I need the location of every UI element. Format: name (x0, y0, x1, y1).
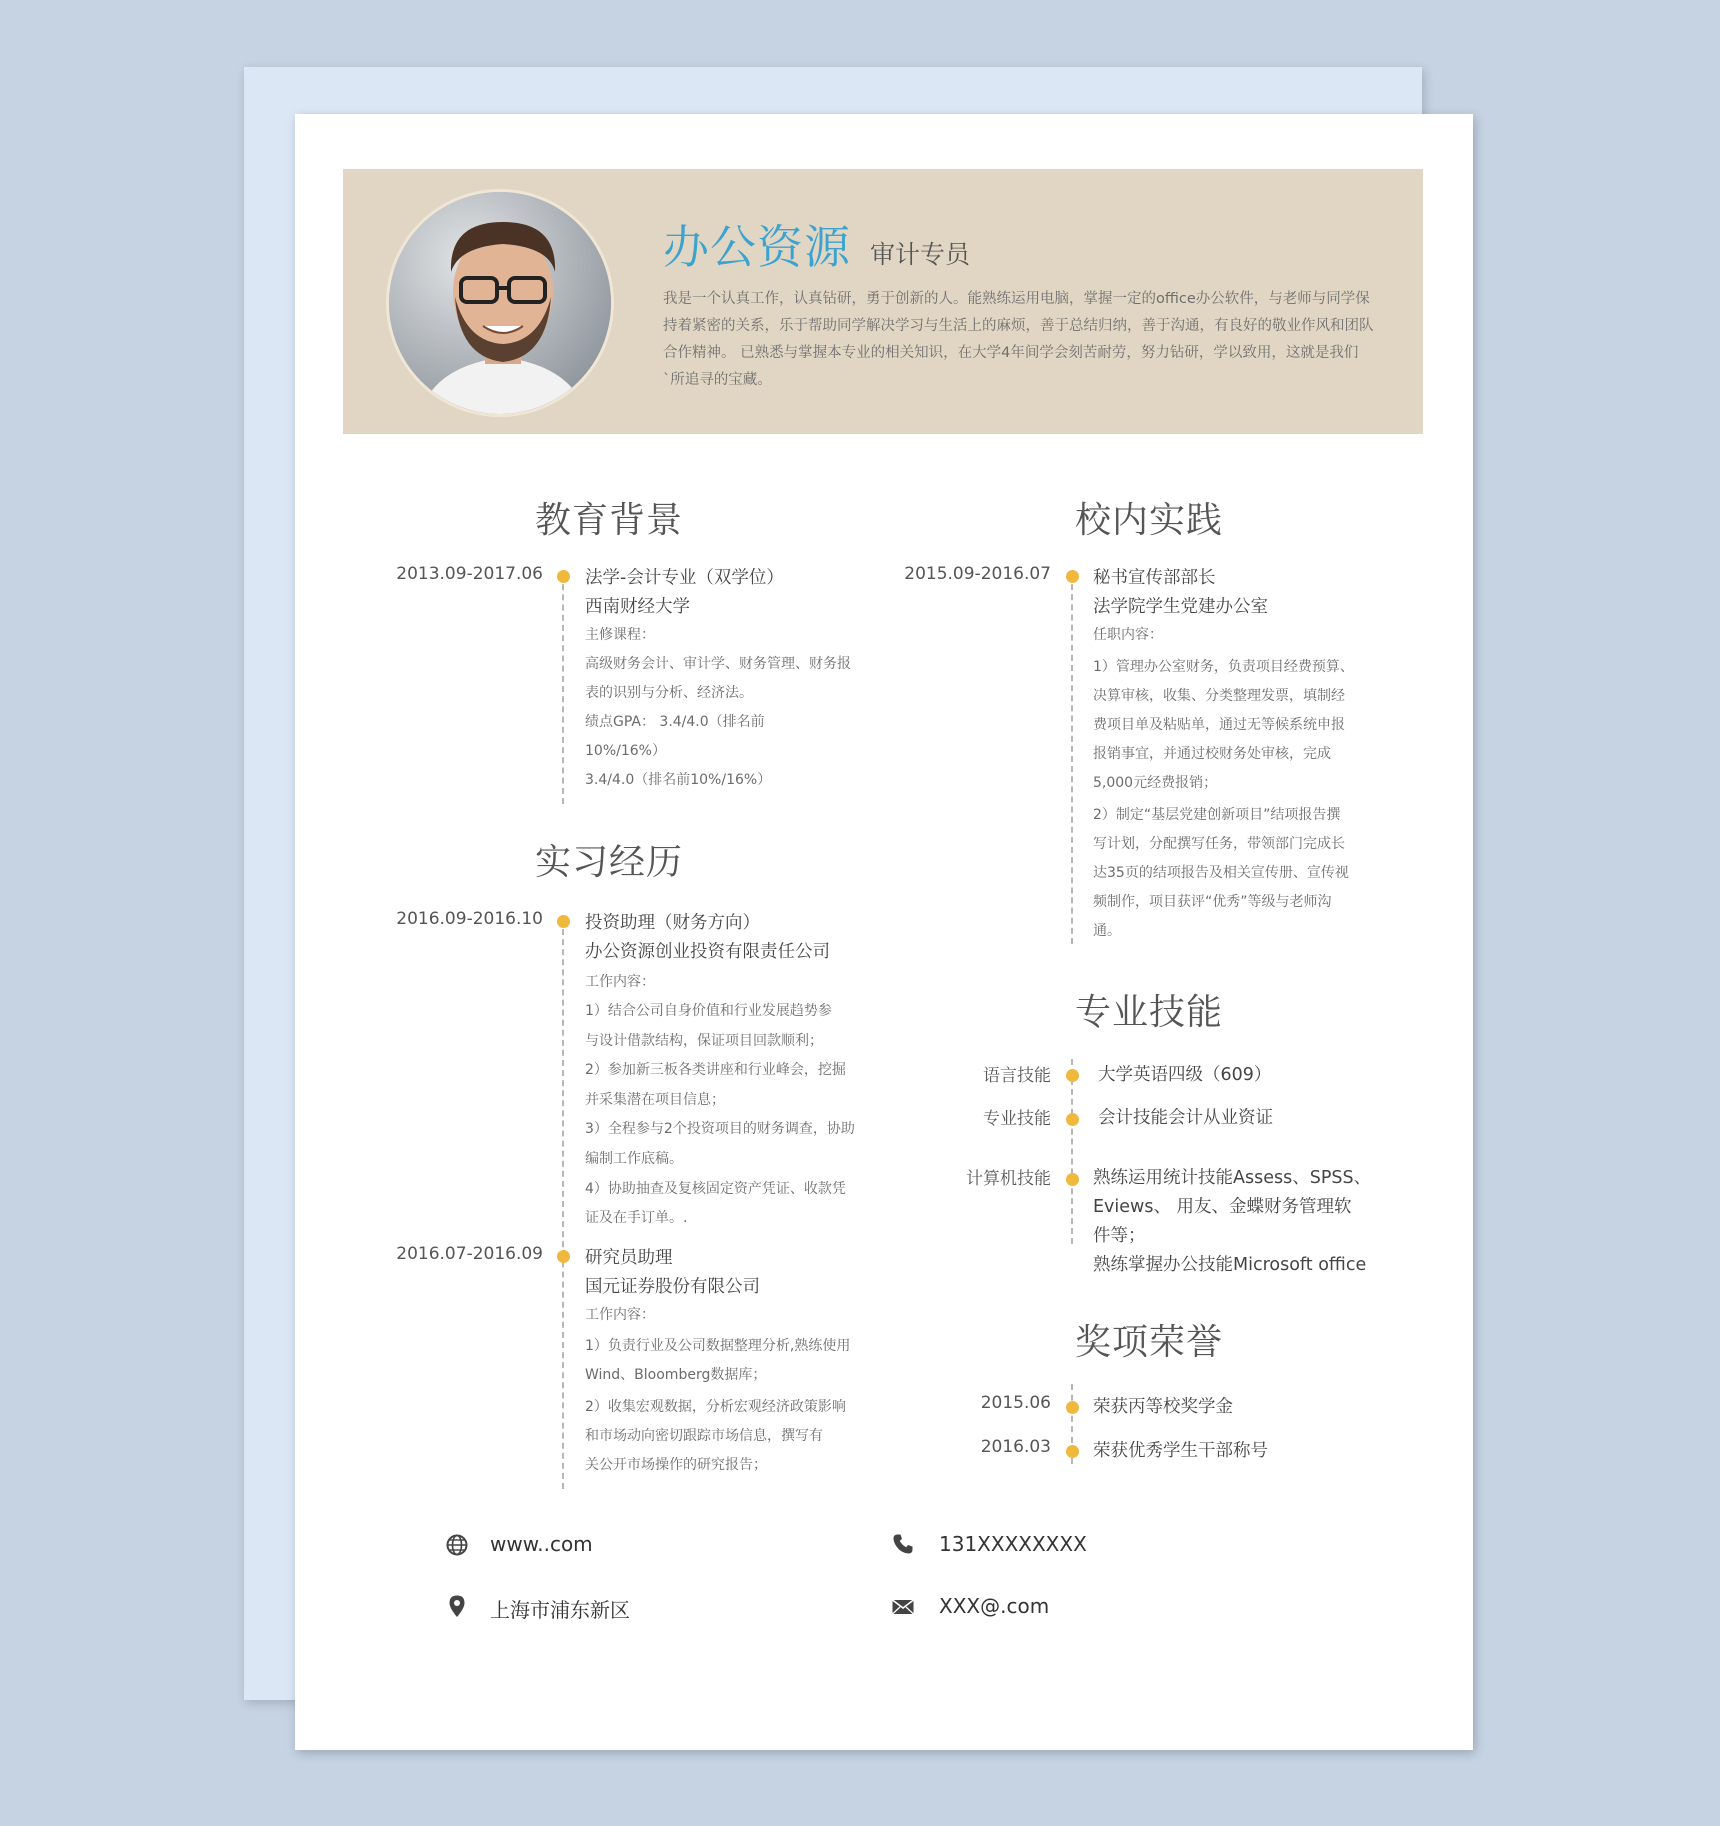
internship-line: 2）收集宏观数据，分析宏观经济政策影响 (585, 1399, 846, 1415)
internship-line: 并采集潜在项目信息； (585, 1092, 725, 1108)
campus-line: 决算审核，收集、分类整理发票，填制经 (1093, 688, 1345, 704)
campus-line: 通。 (1093, 923, 1121, 939)
education-line: 3.4/4.0（排名前10%/16%） (585, 772, 772, 788)
campus-line: 费项目单及粘贴单，通过无等候系统申报 (1093, 717, 1345, 733)
internship-line: 3）全程参与2个投资项目的财务调查，协助 (585, 1121, 855, 1137)
skill-value: 大学英语四级（609） (1098, 1065, 1272, 1085)
intro-line: 合作精神。 已熟悉与掌握本专业的相关知识，在大学4年间学会刻苦耐劳，努力钻研，学以致用，这就是我们 (663, 345, 1359, 361)
skills-timeline (1071, 1059, 1073, 1244)
resume-page (295, 114, 1473, 1750)
skill-label: 专业技能 (983, 1109, 1051, 1129)
header-band (343, 169, 1423, 434)
campus-line: 频制作，项目获评“优秀”等级与老师沟 (1093, 894, 1332, 910)
self-introduction (663, 286, 1378, 394)
education-timeline (562, 574, 564, 804)
contact-phone[interactable]: 131XXXXXXXX (939, 1532, 1087, 1556)
internship-dot (557, 915, 570, 928)
candidate-name: 办公资源 (663, 220, 851, 274)
award-text: 荣获丙等校奖学金 (1093, 1397, 1233, 1417)
internship-timeline (562, 919, 564, 1489)
internship-line: Wind、Bloomberg数据库； (585, 1367, 767, 1383)
education-line: 10%/16%） (585, 743, 666, 759)
education-title: 教育背景 (535, 500, 684, 541)
awards-title: 奖项荣誉 (1075, 1322, 1224, 1363)
phone-icon (891, 1532, 915, 1556)
campus-line: 写计划，分配撰写任务，带领部门完成长 (1093, 836, 1345, 852)
intro-line: 持着紧密的关系，乐于帮助同学解决学习与生活上的麻烦，善于总结归纳，善于沟通，有良好的敬业作风和团队 (663, 318, 1374, 334)
internship-line: 编制工作底稿。 (585, 1151, 683, 1167)
campus-line: 任职内容： (1093, 627, 1163, 643)
internship-line: 工作内容： (585, 974, 655, 990)
education-line: 高级财务会计、审计学、财务管理、财务报 (585, 656, 851, 672)
campus-line: 2）制定“基层党建创新项目”结项报告撰 (1093, 807, 1341, 823)
globe-icon (445, 1533, 469, 1557)
skill-label: 语言技能 (983, 1066, 1051, 1086)
campus-line: 1）管理办公室财务，负责项目经费预算、 (1093, 659, 1354, 675)
skill-dot (1066, 1069, 1079, 1082)
internship-title: 实习经历 (535, 842, 684, 883)
skill-value: 会计技能会计从业资证 (1098, 1108, 1273, 1128)
internship-line: 关公开市场操作的研究报告； (585, 1457, 767, 1473)
mail-icon (891, 1595, 915, 1619)
education-major: 法学-会计专业（双学位） (585, 568, 784, 588)
internship-date: 2016.07-2016.09 (396, 1244, 543, 1264)
internship-line: 证及在手订单。. (585, 1210, 688, 1226)
award-dot (1066, 1401, 1079, 1414)
campus-line: 5,000元经费报销； (1093, 775, 1218, 791)
campus-timeline (1071, 574, 1073, 944)
education-line: 表的识别与分析、经济法。 (585, 685, 753, 701)
contact-address: 上海市浦东新区 (490, 1598, 630, 1622)
campus-line: 达35页的结项报告及相关宣传册、宣传视 (1093, 865, 1349, 881)
education-school: 西南财经大学 (585, 597, 690, 617)
internship-line: 1）负责行业及公司数据整理分析,熟练使用 (585, 1338, 851, 1354)
internship-date: 2016.09-2016.10 (396, 909, 543, 929)
internship-line: 与设计借款结构，保证项目回款顺利； (585, 1033, 823, 1049)
internship-dot (557, 1250, 570, 1263)
skill-value: 熟练掌握办公技能Microsoft office (1093, 1255, 1367, 1275)
internship-role: 研究员助理 (585, 1248, 673, 1268)
internship-line: 1）结合公司自身价值和行业发展趋势参 (585, 1003, 832, 1019)
education-line: 绩点GPA： 3.4/4.0（排名前 (585, 714, 765, 730)
location-pin-icon (445, 1594, 469, 1618)
avatar (386, 189, 614, 417)
job-title: 审计专员 (870, 240, 971, 269)
award-date: 2015.06 (980, 1393, 1051, 1413)
skill-label: 计算机技能 (966, 1169, 1051, 1189)
intro-line: `所追寻的宝藏。 (663, 372, 772, 388)
education-dot (557, 570, 570, 583)
internship-company: 办公资源创业投资有限责任公司 (585, 942, 830, 962)
internship-role: 投资助理（财务方向） (585, 913, 760, 933)
award-dot (1066, 1445, 1079, 1458)
internship-line: 4）协助抽查及复核固定资产凭证、收款凭 (585, 1181, 846, 1197)
intro-line: 我是一个认真工作，认真钻研，勇于创新的人。能熟练运用电脑，掌握一定的office办公软件，与老师与同学保 (663, 291, 1370, 307)
skills-title: 专业技能 (1075, 992, 1224, 1033)
skill-value: 件等； (1093, 1226, 1146, 1246)
campus-role: 秘书宣传部部长 (1093, 568, 1216, 588)
internship-line: 2）参加新三板各类讲座和行业峰会，挖掘 (585, 1062, 846, 1078)
contact-email[interactable]: XXX@.com (939, 1594, 1050, 1618)
contact-website[interactable]: www..com (490, 1532, 593, 1556)
internship-line: 和市场动向密切跟踪市场信息，撰写有 (585, 1428, 823, 1444)
skill-dot (1066, 1173, 1079, 1186)
campus-title: 校内实践 (1075, 500, 1224, 541)
campus-dot (1066, 570, 1079, 583)
award-text: 荣获优秀学生干部称号 (1093, 1441, 1268, 1461)
internship-company: 国元证券股份有限公司 (585, 1277, 760, 1297)
campus-org: 法学院学生党建办公室 (1093, 597, 1268, 617)
skill-value: 熟练运用统计技能Assess、SPSS、 (1093, 1168, 1372, 1188)
avatar-portrait (389, 192, 614, 417)
education-line: 主修课程： (585, 627, 655, 643)
skill-value: Eviews、 用友、金蝶财务管理软 (1093, 1197, 1352, 1217)
award-date: 2016.03 (980, 1437, 1051, 1457)
skill-dot (1066, 1113, 1079, 1126)
internship-line: 工作内容： (585, 1307, 655, 1323)
campus-line: 报销事宜，并通过校财务处审核，完成 (1093, 746, 1331, 762)
education-date: 2013.09-2017.06 (396, 564, 543, 584)
campus-date: 2015.09-2016.07 (904, 564, 1051, 584)
